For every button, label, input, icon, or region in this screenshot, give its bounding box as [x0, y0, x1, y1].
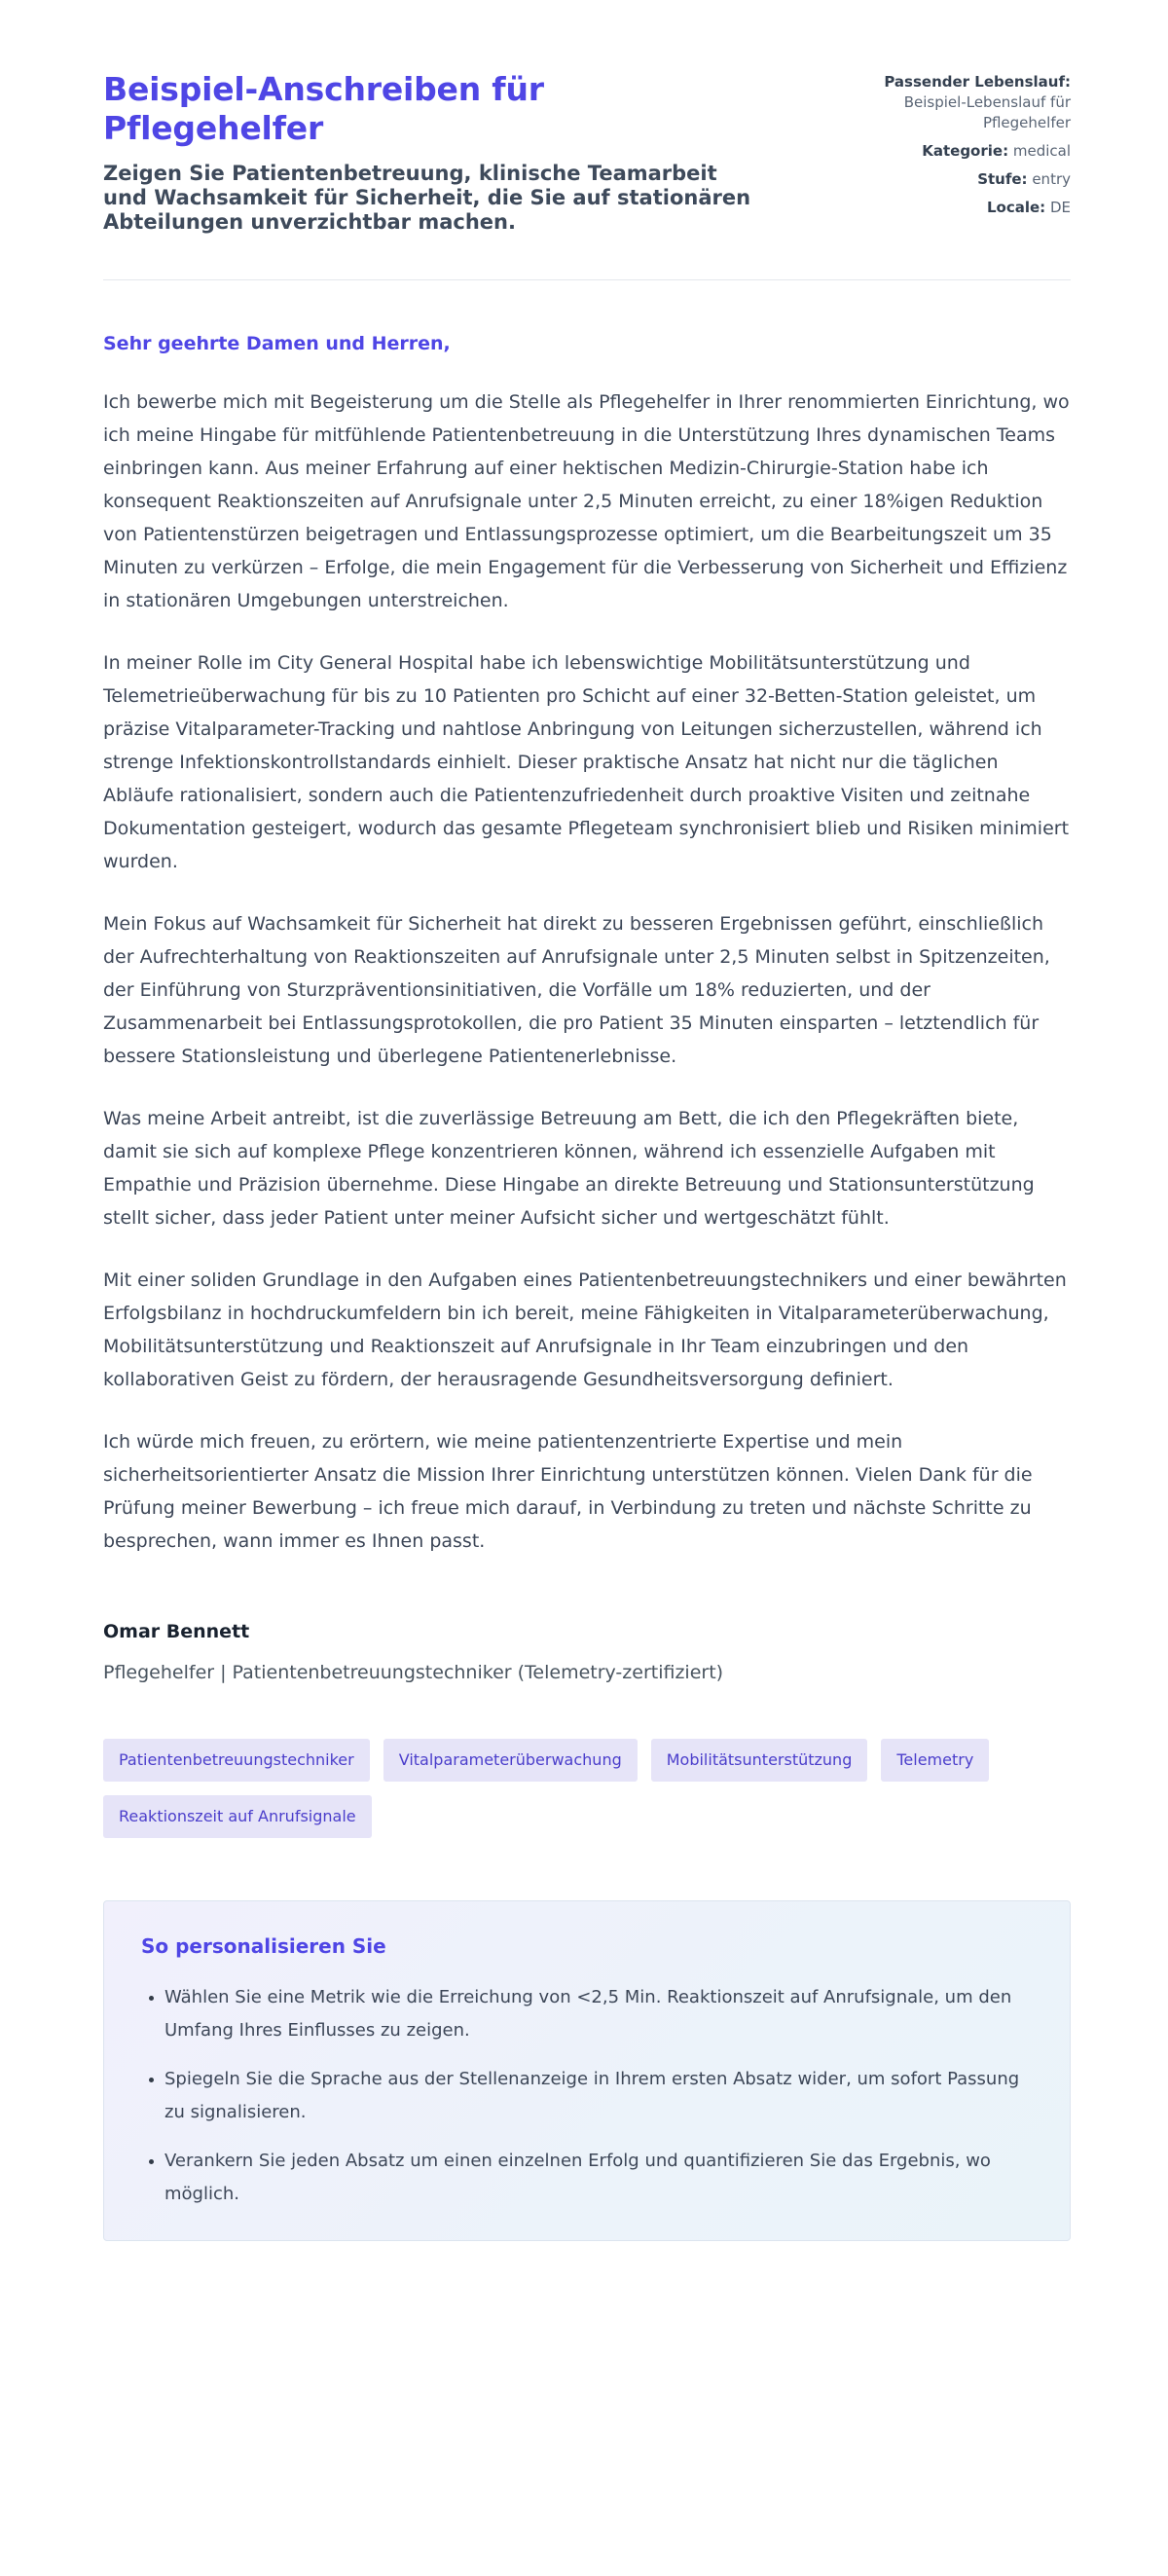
letter-paragraph: Mein Fokus auf Wachsamkeit für Sicherheit hat direkt zu besseren Ergebnissen geführt, einschließlich der Aufrechterhaltung von Reaktionszeiten auf Anrufsignale unter 2,5 Minuten selbst in Spitzenzeiten, der Einführung von Sturzpräventionsinitiativen, die Vorfälle um 18% reduzierten, und der Zusammenarbeit bei Entlassungsprotokollen, die pro Patient 35 Minuten einsparten – letztendlich für bessere Stationsleistung und überlegene Patientenerlebnisse.	[103, 913, 1050, 1067]
tip-item: • Wählen Sie eine Metrik wie die Erreichung von <2,5 Min. Reaktionszeit auf Anrufsignale, um den Umfang Ihres Einflusses zu zeigen.	[164, 1981, 1033, 2047]
signature-name: Omar Bennett	[103, 1621, 250, 1642]
meta-label: Passender Lebenslauf:	[884, 73, 1071, 91]
tip-item: • Spiegeln Sie die Sprache aus der Stellenanzeige in Ihrem ersten Absatz wider, um sofort Passung zu signalisieren.	[164, 2063, 1033, 2129]
meta-label: Stufe:	[977, 170, 1028, 188]
tip-item: • Verankern Sie jeden Absatz um einen einzelnen Erfolg und quantifizieren Sie das Ergebnis, wo möglich.	[164, 2145, 1033, 2211]
meta-value: entry	[1032, 170, 1071, 188]
tag-chip[interactable]: Telemetry	[881, 1739, 989, 1782]
letter-paragraphs	[103, 386, 1071, 1558]
signature-role: Pflegehelfer | Patientenbetreuungstechniker (Telemetry-zertifiziert)	[103, 1662, 724, 1683]
tag-chip[interactable]: Patientenbetreuungstechniker	[103, 1739, 370, 1782]
greeting: Sehr geehrte Damen und Herren,	[103, 333, 451, 354]
meta-panel	[845, 70, 1071, 226]
meta-value: Beispiel-Lebenslauf für Pflegehelfer	[903, 93, 1071, 131]
page-subtitle: Zeigen Sie Patientenbetreuung, klinische Teamarbeit und Wachsamkeit für Sicherheit, die Sie auf stationären Abteilungen unverzichtbar machen.	[103, 162, 751, 234]
meta-value: DE	[1049, 199, 1071, 216]
personalization-box	[103, 1900, 1071, 2241]
letter-paragraph: Was meine Arbeit antreibt, ist die zuverlässige Betreuung am Bett, die ich den Pflegekräften biete, damit sie sich auf komplexe Pflege konzentrieren können, während ich essenzielle Aufgaben mit Empathie und Präzision übernehme. Diese Hingabe an direkte Betreuung und Stationsunterstützung stellt sicher, dass jeder Patient unter meiner Aufsicht sicher und wertgeschätzt fühlt.	[103, 1108, 1035, 1229]
letter-paragraph: Ich bewerbe mich mit Begeisterung um die Stelle als Pflegehelfer in Ihrer renommierten Einrichtung, wo ich meine Hingabe für mitfühlende Patientenbetreuung in die Unterstützung Ihres dynamischen Teams einbringen kann. Aus meiner Erfahrung auf einer hektischen Medizin-Chirurgie-Station habe ich konsequent Reaktionszeiten auf Anrufsignale unter 2,5 Minuten erreicht, zu einer 18%igen Reduktion von Patientenstürzen beigetragen und Entlassungsprozesse optimiert, um die Bearbeitungszeit um 35 Minuten zu verkürzen – Erfolge, die mein Engagement für die Verbesserung von Sicherheit und Effizienz in stationären Umgebungen unterstreichen.	[103, 391, 1070, 611]
meta-row	[845, 141, 1071, 162]
page-title: Beispiel-Anschreiben für Pflegehelfer	[103, 70, 544, 147]
letter-paragraph: Mit einer soliden Grundlage in den Aufgaben eines Patientenbetreuungstechnikers und einer bewährten Erfolgsbilanz in hochdruckumfeldern bin ich bereit, meine Fähigkeiten in Vitalparameterüberwachung, Mobilitätsunterstützung und Reaktionszeit auf Anrufsignale in Ihr Team einzubringen und den kollaborativen Geist zu fördern, der herausragende Gesundheitsversorgung definiert.	[103, 1270, 1067, 1390]
letter-paragraph: In meiner Rolle im City General Hospital habe ich lebenswichtige Mobilitätsunterstützung und Telemetrieüberwachung für bis zu 10 Patienten pro Schicht auf einer 32-Betten-Station geleistet, um präzise Vitalparameter-Tracking und nahtlose Anbringung von Leitungen sicherzustellen, während ich strenge Infektionskontrollstandards einhielt. Dieser praktische Ansatz hat nicht nur die täglichen Abläufe rationalisiert, sondern auch die Patientenzufriedenheit durch proaktive Visiten und zeitnahe Dokumentation gesteigert, wodurch das gesamte Pflegeteam synchronisiert blieb und Risiken minimiert wurden.	[103, 652, 1070, 872]
header-title-block	[103, 70, 765, 235]
meta-row	[845, 198, 1071, 218]
page-header	[103, 70, 1071, 235]
divider	[103, 279, 1071, 280]
personalization-heading: So personalisieren Sie	[141, 1934, 386, 1958]
tag-list	[103, 1739, 1071, 1838]
meta-value: medical	[1012, 142, 1071, 160]
tips-list	[141, 1981, 1033, 2211]
tag-chip[interactable]: Reaktionszeit auf Anrufsignale	[103, 1795, 372, 1838]
letter-paragraph: Ich würde mich freuen, zu erörtern, wie meine patientenzentrierte Expertise und mein sicherheitsorientierter Ansatz die Mission Ihrer Einrichtung unterstützen können. Vielen Dank für die Prüfung meiner Bewerbung – ich freue mich darauf, in Verbindung zu treten und nächste Schritte zu besprechen, wann immer es Ihnen passt.	[103, 1431, 1033, 1552]
tag-chip[interactable]: Vitalparameterüberwachung	[383, 1739, 638, 1782]
meta-label: Kategorie:	[922, 142, 1009, 160]
tag-chip[interactable]: Mobilitätsunterstützung	[651, 1739, 868, 1782]
meta-row	[845, 169, 1071, 190]
meta-label: Locale:	[986, 199, 1046, 216]
letter-body	[103, 331, 1071, 1684]
meta-row	[845, 72, 1071, 133]
